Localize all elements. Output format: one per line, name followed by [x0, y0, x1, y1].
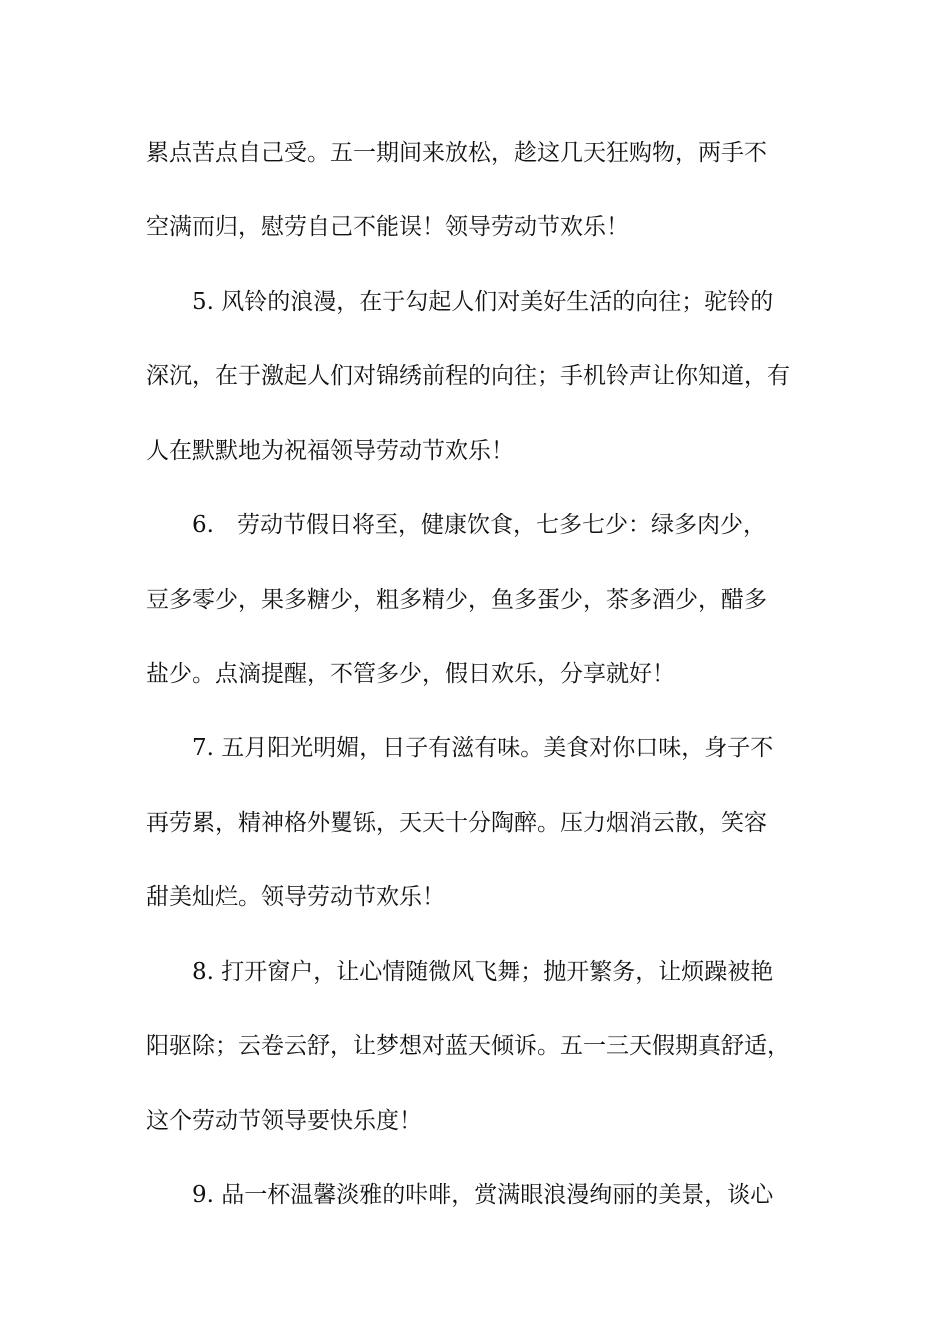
paragraph-4-line-2: 累点苦点自己受。五一期间来放松，趁这几天狂购物，两手不 [146, 140, 767, 166]
paragraph-8-line-3: 这个劳动节领导要快乐度！ [146, 1108, 422, 1134]
paragraph-5-line-1: 5. 风铃的浪漫，在于勾起人们对美好生活的向往；驼铃的 [192, 289, 774, 315]
paragraph-4-line-3: 空满而归，慰劳自己不能误！领导劳动节欢乐！ [146, 214, 629, 240]
paragraph-8-line-2: 阳驱除；云卷云舒，让梦想对蓝天倾诉。五一三天假期真舒适， [146, 1033, 790, 1059]
paragraph-6-line-1: 6. 劳动节假日将至，健康饮食，七多七少：绿多肉少， [192, 512, 766, 538]
paragraph-8-line-1: 8. 打开窗户，让心情随微风飞舞；抛开繁务，让烦躁被艳 [192, 959, 774, 985]
paragraph-7-line-2: 再劳累，精神格外矍铄，天天十分陶醉。压力烟消云散，笑容 [146, 810, 767, 836]
paragraph-6-line-2: 豆多零少，果多糖少，粗多精少，鱼多蛋少，茶多酒少，醋多 [146, 587, 767, 613]
paragraph-5-line-3: 人在默默地为祝福领导劳动节欢乐！ [146, 438, 514, 464]
paragraph-7-line-1: 7. 五月阳光明媚，日子有滋有味。美食对你口味，身子不 [192, 735, 774, 761]
paragraph-6-line-3: 盐少。点滴提醒，不管多少，假日欢乐，分享就好！ [146, 661, 675, 687]
paragraph-5-line-2: 深沉，在于激起人们对锦绣前程的向往；手机铃声让你知道，有 [146, 363, 790, 389]
paragraph-9-line-1: 9. 品一杯温馨淡雅的咔啡，赏满眼浪漫绚丽的美景，谈心 [192, 1182, 774, 1208]
paragraph-7-line-3: 甜美灿烂。领导劳动节欢乐！ [146, 884, 445, 910]
